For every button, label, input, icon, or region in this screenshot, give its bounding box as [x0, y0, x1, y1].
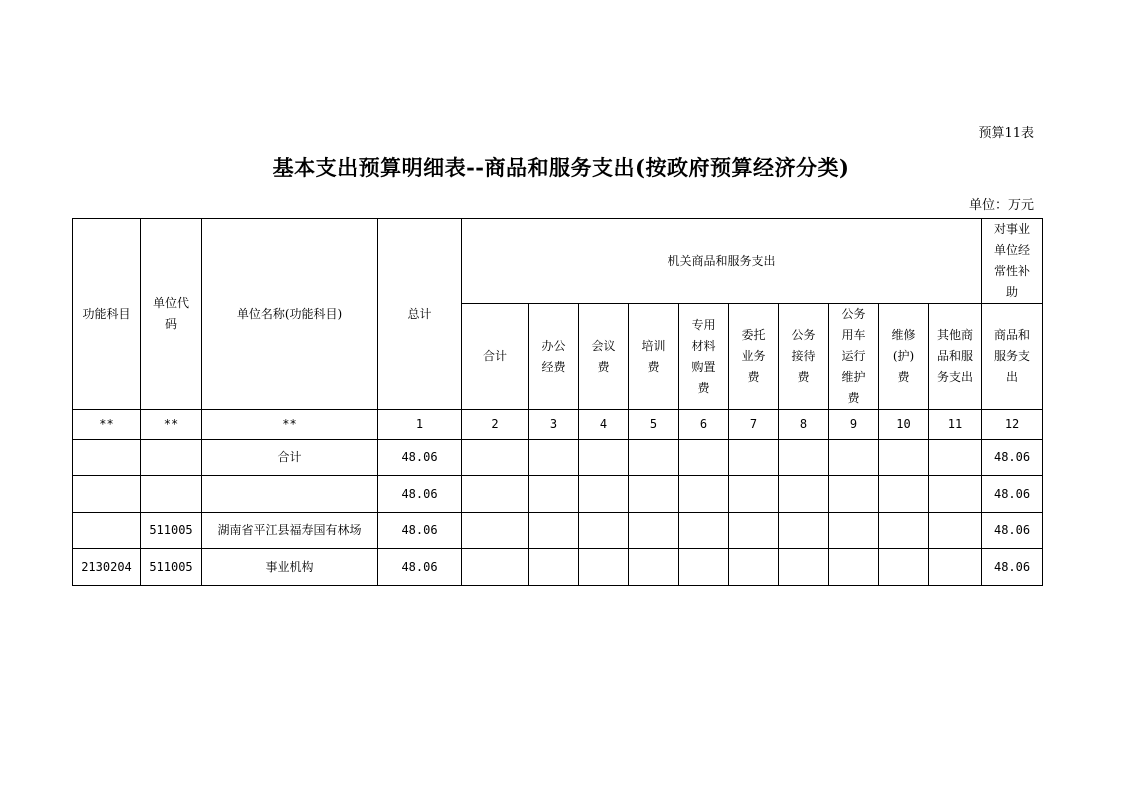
cell-subsidy: 48.06 [982, 513, 1043, 549]
cell-empty [579, 513, 629, 549]
cell-empty [629, 440, 679, 476]
cell-empty [929, 513, 982, 549]
cell-total: 48.06 [378, 476, 462, 513]
header-unit-name: 单位名称(功能科目) [202, 219, 378, 410]
index-cell: 11 [929, 410, 982, 440]
cell-empty [462, 440, 529, 476]
cell-empty [829, 440, 879, 476]
cell-func: 2130204 [73, 549, 141, 586]
cell-empty [779, 440, 829, 476]
cell-empty [879, 513, 929, 549]
cell-subsidy: 48.06 [982, 440, 1043, 476]
cell-name: 事业机构 [202, 549, 378, 586]
cell-empty [679, 549, 729, 586]
cell-code [141, 440, 202, 476]
cell-empty [462, 549, 529, 586]
cell-subsidy: 48.06 [982, 476, 1043, 513]
cell-func [73, 513, 141, 549]
table-row [73, 440, 1043, 476]
cell-empty [629, 476, 679, 513]
header-unit-code: 单位代 码 [141, 219, 202, 410]
cell-total: 48.06 [378, 513, 462, 549]
cell-total: 48.06 [378, 440, 462, 476]
cell-subsidy: 48.06 [982, 549, 1043, 586]
header-materials: 专用 材料 购置 费 [679, 304, 729, 410]
cell-empty [779, 549, 829, 586]
page-title: 基本支出预算明细表--商品和服务支出(按政府预算经济分类) [272, 155, 850, 180]
form-number: 预算11表 [978, 126, 1034, 141]
cell-empty [529, 440, 579, 476]
index-cell: 7 [729, 410, 779, 440]
index-cell: 5 [629, 410, 679, 440]
cell-empty [829, 476, 879, 513]
cell-empty [929, 440, 982, 476]
index-cell: ** [73, 410, 141, 440]
cell-empty [729, 476, 779, 513]
header-sub-total: 合计 [462, 304, 529, 410]
index-cell: 12 [982, 410, 1043, 440]
index-cell: 1 [378, 410, 462, 440]
budget-table [72, 218, 1043, 586]
cell-total: 48.06 [378, 549, 462, 586]
index-cell: ** [202, 410, 378, 440]
cell-code [141, 476, 202, 513]
cell-empty [629, 549, 679, 586]
header-group-subsidy: 对事业 单位经 常性补 助 [982, 219, 1043, 304]
index-cell: ** [141, 410, 202, 440]
cell-empty [879, 549, 929, 586]
cell-code: 511005 [141, 549, 202, 586]
cell-empty [729, 513, 779, 549]
cell-empty [579, 476, 629, 513]
header-total: 总计 [378, 219, 462, 410]
cell-empty [929, 549, 982, 586]
header-training: 培训 费 [629, 304, 679, 410]
cell-func [73, 476, 141, 513]
index-cell: 2 [462, 410, 529, 440]
header-office: 办公 经费 [529, 304, 579, 410]
header-goods: 商品和 服务支 出 [982, 304, 1043, 410]
cell-name: 合计 [202, 440, 378, 476]
cell-empty [829, 549, 879, 586]
header-vehicle: 公务 用车 运行 维护 费 [829, 304, 879, 410]
cell-empty [729, 549, 779, 586]
cell-code: 511005 [141, 513, 202, 549]
table-row [73, 476, 1043, 513]
cell-empty [929, 476, 982, 513]
header-row-1 [73, 219, 1043, 304]
cell-name: 湖南省平江县福寿国有林场 [202, 513, 378, 549]
cell-empty [462, 476, 529, 513]
index-cell: 9 [829, 410, 879, 440]
header-maintenance: 维修 (护) 费 [879, 304, 929, 410]
cell-empty [829, 513, 879, 549]
index-cell: 10 [879, 410, 929, 440]
index-cell: 6 [679, 410, 729, 440]
index-cell: 3 [529, 410, 579, 440]
index-cell: 8 [779, 410, 829, 440]
index-cell: 4 [579, 410, 629, 440]
cell-empty [529, 476, 579, 513]
cell-empty [529, 513, 579, 549]
cell-empty [462, 513, 529, 549]
cell-empty [879, 440, 929, 476]
cell-empty [579, 440, 629, 476]
header-group-org: 机关商品和服务支出 [462, 219, 982, 304]
table-row [73, 513, 1043, 549]
cell-empty [679, 440, 729, 476]
cell-empty [779, 513, 829, 549]
header-meeting: 会议 费 [579, 304, 629, 410]
cell-empty [679, 476, 729, 513]
header-reception: 公务 接待 费 [779, 304, 829, 410]
cell-empty [679, 513, 729, 549]
cell-empty [629, 513, 679, 549]
index-row [73, 410, 1043, 440]
table-row [73, 549, 1043, 586]
cell-func [73, 440, 141, 476]
cell-empty [529, 549, 579, 586]
header-entrusted: 委托 业务 费 [729, 304, 779, 410]
cell-empty [729, 440, 779, 476]
cell-empty [579, 549, 629, 586]
unit-label: 单位：万元 [968, 198, 1034, 213]
cell-empty [879, 476, 929, 513]
header-func-subject: 功能科目 [73, 219, 141, 410]
cell-empty [779, 476, 829, 513]
cell-name [202, 476, 378, 513]
header-other: 其他商 品和服 务支出 [929, 304, 982, 410]
